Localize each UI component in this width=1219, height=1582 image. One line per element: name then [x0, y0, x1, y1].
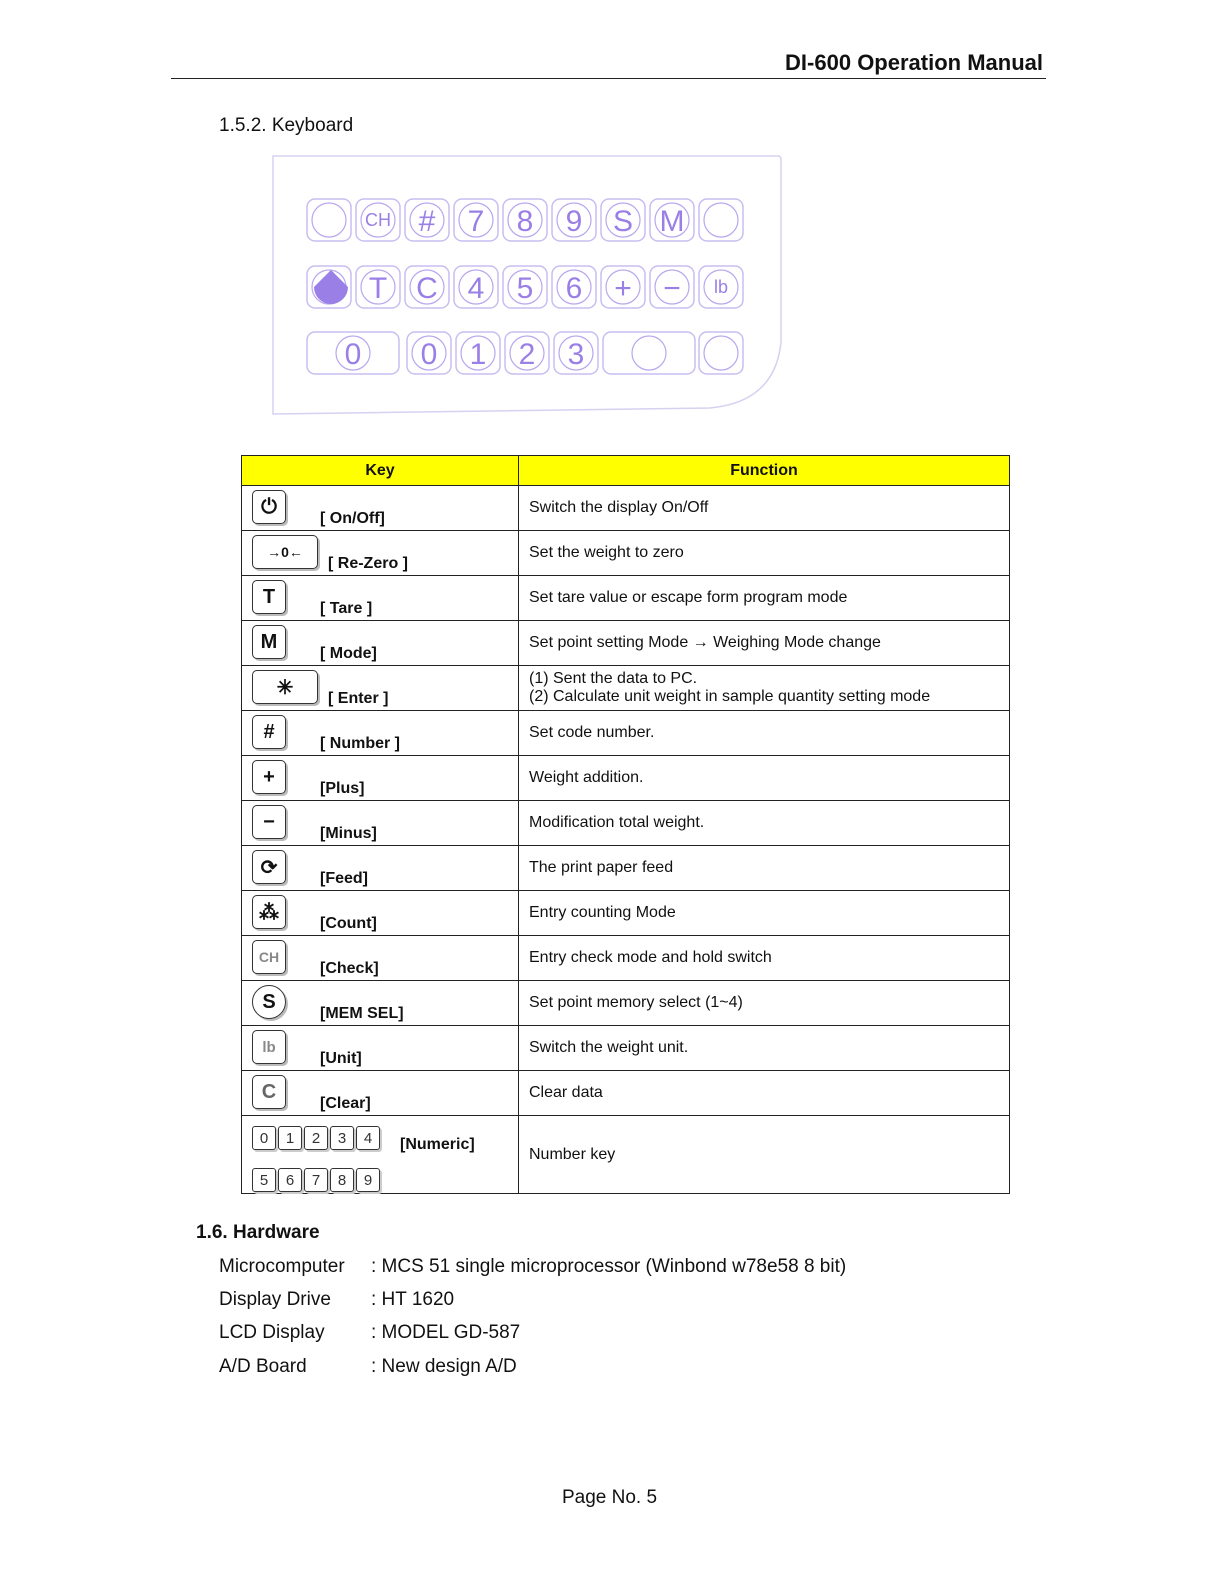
function-text: Entry check mode and hold switch — [519, 936, 1010, 981]
hardware-section-title: 1.6. Hardware — [196, 1222, 320, 1243]
plus-key — [601, 266, 645, 308]
plus-icon: + — [252, 760, 286, 794]
key-label: [ Tare ] — [320, 600, 373, 617]
function-text: Set the weight to zero — [519, 531, 1010, 576]
hardware-value: : New design A/D — [371, 1356, 517, 1377]
key-label: [Count] — [320, 915, 377, 932]
key-text: 3 — [567, 338, 585, 371]
key-text: CH — [365, 210, 391, 230]
key-text: 5 — [516, 272, 534, 305]
clear-icon: C — [252, 1075, 286, 1109]
key-text: 7 — [467, 205, 485, 238]
key-8 — [503, 199, 547, 241]
table-row — [242, 891, 1010, 936]
function-text: Modification total weight. — [519, 801, 1010, 846]
table-row — [242, 1116, 1010, 1194]
numeric-key: 2 — [304, 1126, 328, 1150]
numeric-key: 5 — [252, 1168, 276, 1192]
table-row — [242, 666, 1010, 711]
key-text: 1 — [469, 338, 487, 371]
key-function-table — [241, 455, 1010, 1194]
minus-key — [650, 266, 694, 308]
key-label: [MEM SEL] — [320, 1005, 404, 1022]
key-text: M — [659, 205, 685, 238]
mode-key — [650, 199, 694, 241]
function-text: Set tare value or escape form program mode — [519, 576, 1010, 621]
hardware-row — [219, 1256, 846, 1278]
table-header-key: Key — [242, 456, 519, 486]
tare-icon: T — [252, 580, 286, 614]
table-row — [242, 1026, 1010, 1071]
numeric-key: 1 — [278, 1126, 302, 1150]
key-7 — [454, 199, 498, 241]
hardware-value: : MODEL GD-587 — [371, 1322, 521, 1343]
function-text: Clear data — [519, 1071, 1010, 1116]
key-text: 0 — [420, 338, 438, 371]
function-text-2: (2) Calculate unit weight in sample quantity setting mode — [529, 688, 931, 705]
header-divider — [171, 78, 1046, 79]
unit-key — [699, 266, 743, 308]
numeric-key: 9 — [356, 1168, 380, 1192]
key-text: T — [368, 272, 388, 305]
count-icon: ⁂ — [252, 895, 286, 929]
numeric-key: 4 — [356, 1126, 380, 1150]
minus-icon: − — [252, 805, 286, 839]
hardware-label: Display Drive — [219, 1289, 331, 1310]
key-9 — [552, 199, 596, 241]
key-text: 8 — [516, 205, 534, 238]
numeric-key: 7 — [304, 1168, 328, 1192]
hardware-label: Microcomputer — [219, 1256, 345, 1277]
hardware-row — [219, 1356, 517, 1378]
document-header-title: DI-600 Operation Manual — [785, 50, 1043, 75]
key-text: 0 — [344, 338, 362, 371]
function-text: Number key — [519, 1116, 1010, 1194]
table-row — [242, 486, 1010, 531]
key-text: # — [418, 205, 436, 238]
power-icon: ⏻ — [252, 490, 286, 524]
table-header-row — [242, 456, 1010, 486]
function-text: Set point setting Mode → Weighing Mode change — [519, 621, 1010, 666]
key-label: [ On/Off] — [320, 510, 385, 527]
table-row — [242, 531, 1010, 576]
numeric-key: 0 — [252, 1126, 276, 1150]
key-label: [Plus] — [320, 780, 365, 797]
key-text: − — [663, 272, 681, 305]
table-row — [242, 756, 1010, 801]
clear-key — [405, 266, 449, 308]
check-icon: CH — [252, 940, 286, 974]
key-label: [ Enter ] — [328, 690, 389, 707]
enter-key — [603, 332, 695, 374]
table-row — [242, 711, 1010, 756]
table-row — [242, 846, 1010, 891]
memsel-icon: S — [252, 985, 286, 1019]
key-label: [Numeric] — [400, 1136, 475, 1153]
numeric-key: 6 — [278, 1168, 302, 1192]
section-title: 1.5.2. Keyboard — [219, 115, 354, 136]
key-text: + — [614, 272, 632, 305]
table-row — [242, 621, 1010, 666]
tare-key — [356, 266, 400, 308]
table-header-function: Function — [519, 456, 1010, 486]
mode-icon: M — [252, 625, 286, 659]
unit-icon: lb — [252, 1030, 286, 1064]
key-text: lb — [713, 277, 729, 297]
table-row — [242, 801, 1010, 846]
numeric-keys-row-1 — [252, 1126, 380, 1150]
key-text: 6 — [565, 272, 583, 305]
table-row — [242, 1071, 1010, 1116]
page-number: Page No. 5 — [561, 1487, 658, 1508]
key-text: S — [612, 205, 634, 238]
hardware-value: : HT 1620 — [371, 1289, 455, 1310]
memsel-key — [601, 199, 645, 241]
numeric-key: 3 — [330, 1126, 354, 1150]
keyboard-illustration — [270, 154, 785, 424]
numeric-keys-row-2 — [252, 1168, 380, 1192]
numeric-key: 8 — [330, 1168, 354, 1192]
function-text: Set point memory select (1~4) — [519, 981, 1010, 1026]
power-icon — [699, 199, 743, 241]
key-1 — [456, 332, 500, 374]
table-row — [242, 981, 1010, 1026]
function-text: The print paper feed — [519, 846, 1010, 891]
table-row — [242, 576, 1010, 621]
key-label: [Check] — [320, 960, 379, 977]
keyboard-svg — [270, 154, 785, 419]
function-text: Weight addition. — [519, 756, 1010, 801]
function-text: Switch the weight unit. — [519, 1026, 1010, 1071]
zero-wide-key — [307, 332, 399, 374]
function-text: Entry counting Mode — [519, 891, 1010, 936]
key-6 — [552, 266, 596, 308]
key-text: C — [416, 272, 438, 305]
key-2 — [505, 332, 549, 374]
key-text: 2 — [518, 338, 536, 371]
key-label: [Unit] — [320, 1050, 362, 1067]
key-label: [Clear] — [320, 1095, 371, 1112]
key-label: [Feed] — [320, 870, 368, 887]
key-label: [ Number ] — [320, 735, 400, 752]
key-text: 9 — [565, 205, 583, 238]
hardware-label: A/D Board — [219, 1356, 307, 1377]
hash-icon: # — [252, 715, 286, 749]
hardware-row — [219, 1289, 454, 1311]
hardware-label: LCD Display — [219, 1322, 325, 1343]
number-key — [405, 199, 449, 241]
key-3 — [554, 332, 598, 374]
key-label: [Minus] — [320, 825, 377, 842]
check-key — [356, 199, 400, 241]
key-label: [ Re-Zero ] — [328, 555, 408, 572]
function-text: (1) Sent the data to PC. — [529, 670, 698, 687]
key-0 — [407, 332, 451, 374]
key-5 — [503, 266, 547, 308]
count-icon — [307, 199, 351, 241]
function-text: Switch the display On/Off — [519, 486, 1010, 531]
table-row — [242, 936, 1010, 981]
key-text: 4 — [467, 272, 485, 305]
enter-icon: ✳ — [252, 670, 318, 704]
feed-icon — [699, 332, 743, 374]
key-4 — [454, 266, 498, 308]
hardware-value: : MCS 51 single microprocessor (Winbond w78e58 8 bit) — [371, 1256, 847, 1277]
key-label: [ Mode] — [320, 645, 377, 662]
function-text: Set code number. — [519, 711, 1010, 756]
rezero-icon: →0← — [252, 535, 318, 569]
feed-icon: ⟳ — [252, 850, 286, 884]
hardware-row — [219, 1322, 520, 1344]
